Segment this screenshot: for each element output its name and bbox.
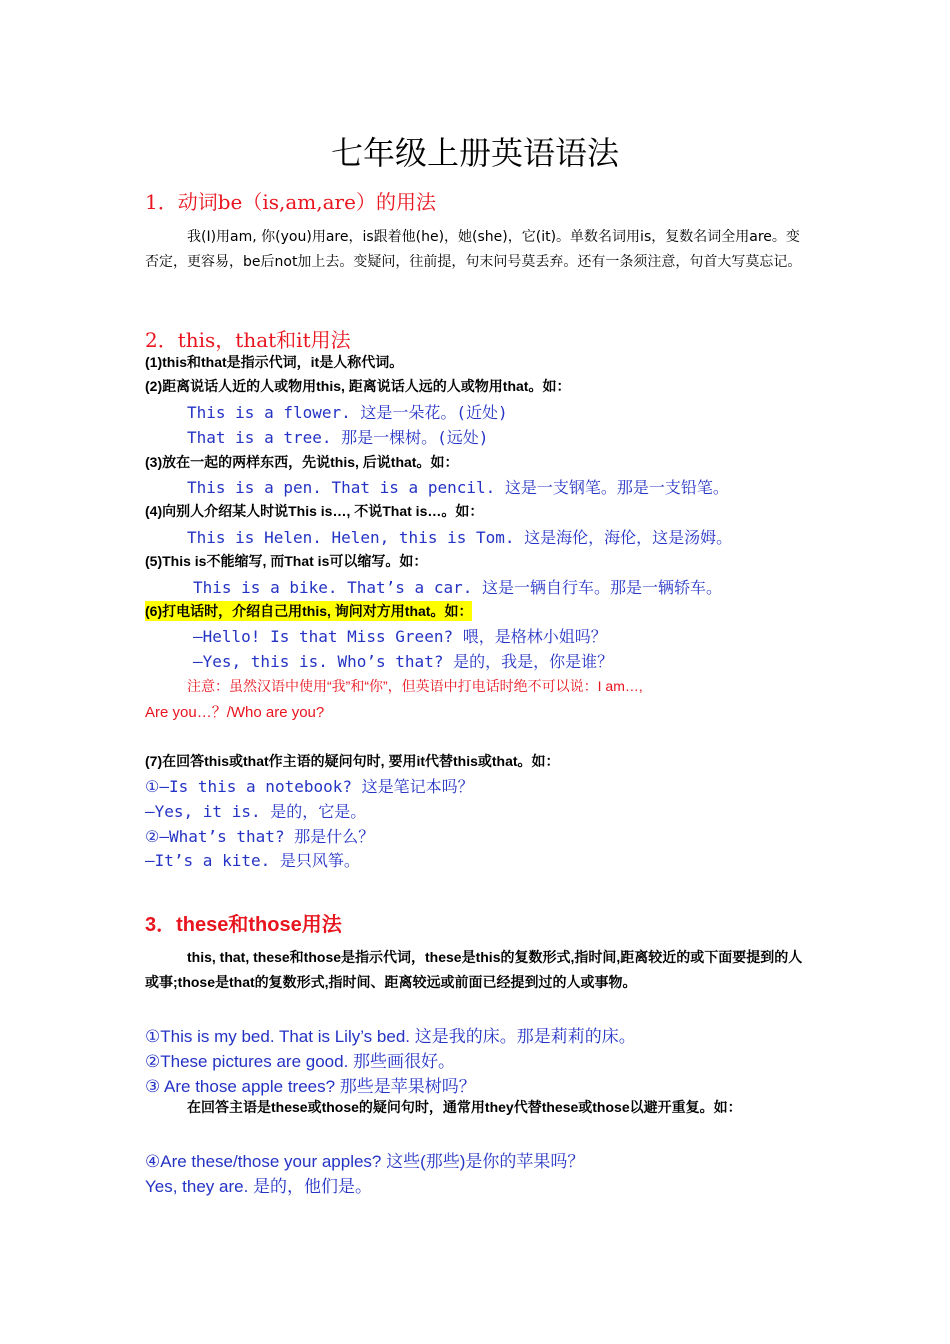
example-s3-2: ②These pictures are good. 那些画很好。 <box>145 1052 456 1071</box>
example-7d: —It’s a kite. 是只风筝。 <box>145 851 360 870</box>
example-s3-4: ④Are these/those your apples? 这些(那些)是你的苹果吗？ <box>145 1152 585 1171</box>
example-7c: ②—What’s that? 那是什么？ <box>145 827 375 846</box>
example-s3-5: Yes, they are. 是的，他们是。 <box>145 1177 373 1196</box>
page-title: 七年级上册英语语法 <box>330 134 619 172</box>
example-5: This is a bike. That’s a car. 这是一辆自行车。那是一辆轿车。 <box>193 578 722 597</box>
rule-4: (4)向别人介绍某人时说This is…, 不说That is…。如： <box>145 503 484 519</box>
section-3-text-1: this, that, these和those是指示代词，these是this的复数形式,指时间,距离较近的或下面要提到的人或事;those是that的复数形式,指时间、距离较远或前面已经提到过的人或事物。 <box>145 949 803 990</box>
example-3: This is a pen. That is a pencil. 这是一支钢笔。那是一支铅笔。 <box>187 478 729 497</box>
example-2a: This is a flower. 这是一朵花。(近处) <box>187 403 508 422</box>
rule-3: (3)放在一起的两样东西，先说this, 后说that。如： <box>145 454 459 470</box>
example-s3-3: ③ Are those apple trees? 那些是苹果树吗？ <box>145 1077 476 1096</box>
rule-2: (2)距离说话人近的人或物用this, 距离说话人远的人或物用that。如： <box>145 378 571 394</box>
example-7b: —Yes, it is. 是的，它是。 <box>145 802 367 821</box>
example-s3-1: ①This is my bed. That is Lily’s bed. 这是我的床。那是莉莉的床。 <box>145 1027 636 1046</box>
example-6a: —Hello! Is that Miss Green? 喂，是格林小姐吗？ <box>193 627 607 646</box>
rule-7: (7)在回答this或that作主语的疑问句时, 要用it代替this或that。如： <box>145 753 560 769</box>
section-3-heading: 3．these和those用法 <box>145 914 342 936</box>
rule-5: (5)This is不能缩写, 而That is可以缩写。如： <box>145 553 428 569</box>
section-3-text-2: 在回答主语是these或those的疑问句时，通常用they代替these或those以避开重复。如： <box>187 1099 742 1115</box>
section-1-heading: 1．动词be（is,am,are）的用法 <box>145 190 436 214</box>
section-1-text: 我(I)用am, 你(you)用are，is跟着他(he)，她(she)，它(it)。单数名词用is，复数名词全用are。变否定，更容易，be后not加上去。变疑问，往前提，句末问号莫丢弃。还有一条须注意，句首大写莫忘记。 <box>145 229 802 270</box>
example-4: This is Helen. Helen, this is Tom. 这是海伦，海伦，这是汤姆。 <box>187 528 733 547</box>
section-2-heading: 2．this，that和it用法 <box>145 328 351 352</box>
note-line-1: 注意：虽然汉语中使用“我”和“你”，但英语中打电话时绝不可以说：I am…, <box>187 678 643 694</box>
example-2b: That is a tree. 那是一棵树。(远处) <box>187 428 489 447</box>
note-line-2: Are you…？/Who are you? <box>145 704 325 721</box>
example-7a: ①—Is this a notebook? 这是笔记本吗？ <box>145 777 474 796</box>
example-6b: —Yes, this is. Who’s that? 是的，我是，你是谁？ <box>193 652 614 671</box>
rule-1: (1)this和that是指示代词，it是人称代词。 <box>145 354 404 370</box>
rule-6-highlighted: (6)打电话时，介绍自己用this, 询问对方用that。如： <box>145 603 473 619</box>
